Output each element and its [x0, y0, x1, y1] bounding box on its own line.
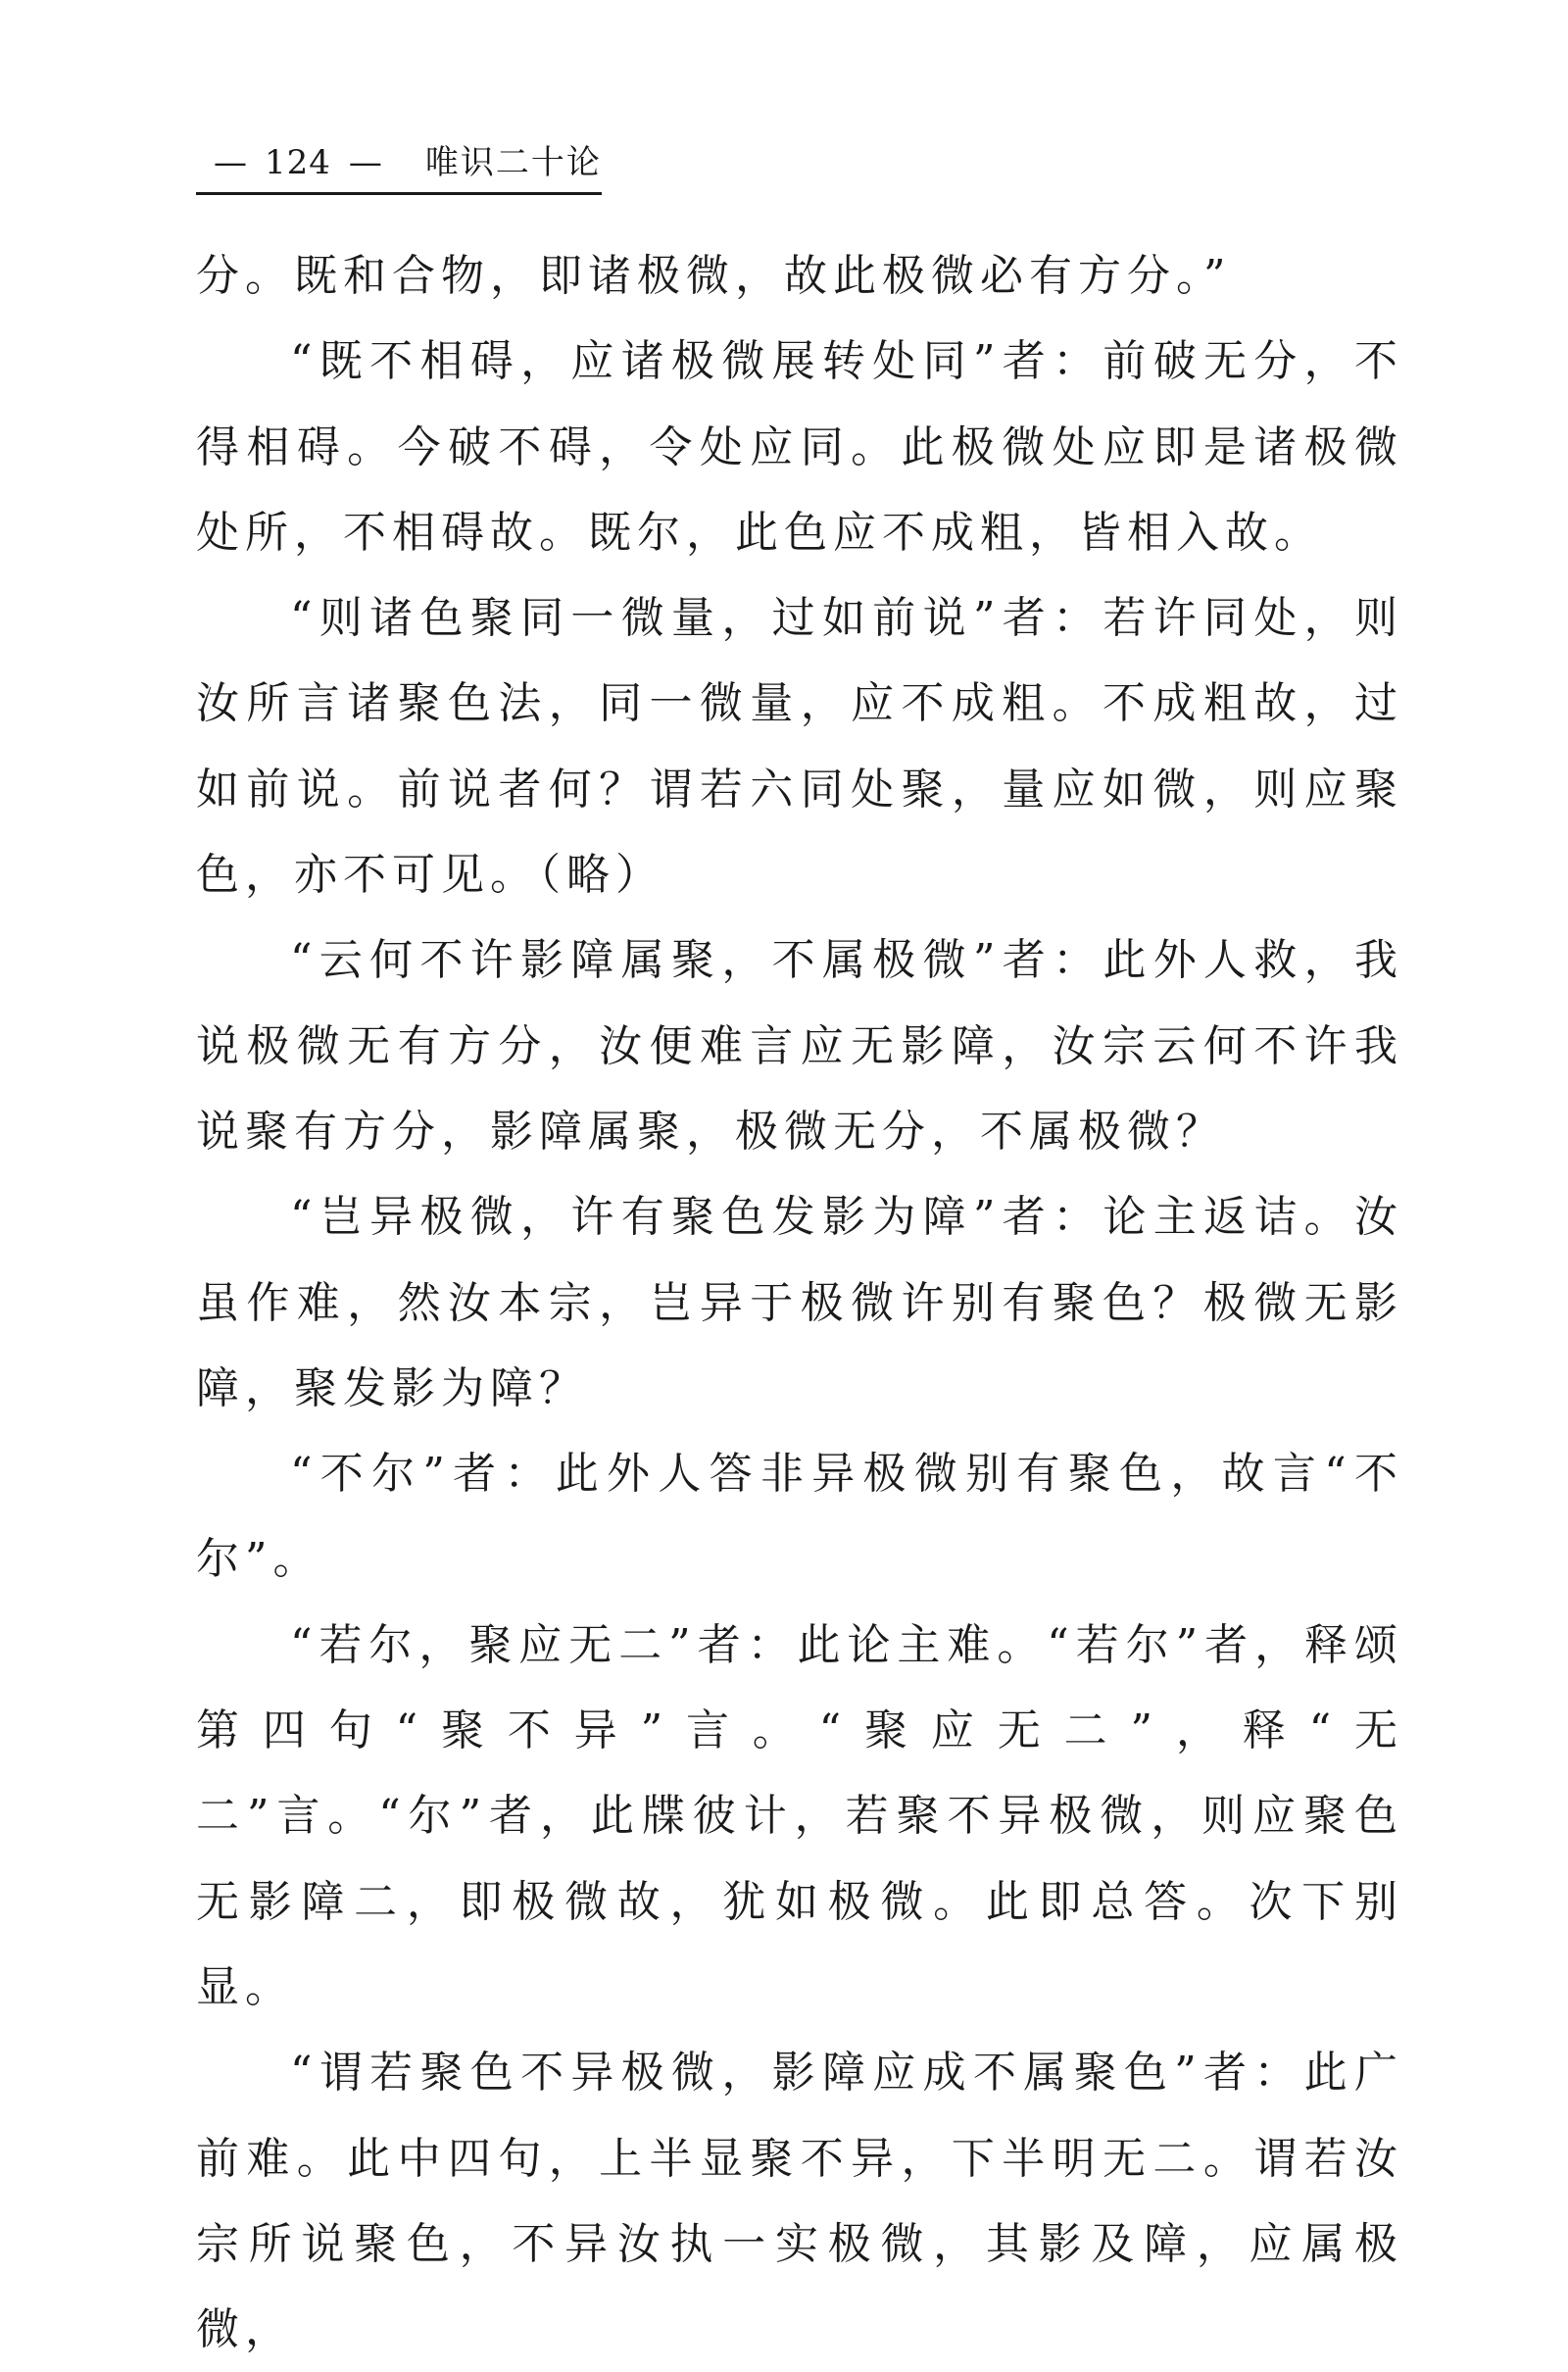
paragraph: “若尔，聚应无二”者：此论主难。“若尔”者，释颂第四句“聚不异”言。“聚应无二”，释“无二”言。“尔”者，此牒彼计，若聚不异极微，则应聚色无影障二，即极微故，犹如极微。此即总答。次下别显。	[196, 1619, 1403, 2012]
paragraph: “岂异极微，许有聚色发影为障”者：论主返诘。汝虽作难，然汝本宗，岂异于极微许别有聚色？极微无影障，聚发影为障？	[196, 1192, 1403, 1413]
paragraph: “不尔”者：此外人答非异极微别有聚色，故言“不尔”。	[196, 1449, 1403, 1585]
book-title: 唯识二十论	[424, 143, 602, 182]
header-dash-left: —	[214, 143, 247, 182]
paragraph: “既不相碍，应诸极微展转处同”者：前破无分，不得相碍。今破不碍，令处应同。此极微处应即是诸极微处所，不相碍故。既尔，此色应不成粗，皆相入故。	[196, 336, 1403, 558]
running-header	[196, 135, 602, 195]
paragraph: 分。既和合物，即诸极微，故此极微必有方分。”	[196, 251, 1232, 301]
body-text	[196, 233, 1403, 2372]
page-number: 124	[265, 143, 331, 182]
paragraph: “则诸色聚同一微量，过如前说”者：若许同处，则汝所言诸聚色法，同一微量，应不成粗。不成粗故，过如前说。前说者何？谓若六同处聚，量应如微，则应聚色，亦不可见。（略）	[196, 593, 1403, 901]
header-dash-right: —	[348, 143, 382, 182]
paragraph: “云何不许影障属聚，不属极微”者：此外人救，我说极微无有方分，汝便难言应无影障，汝宗云何不许我说聚有方分，影障属聚，极微无分，不属极微？	[196, 935, 1403, 1157]
paragraph: “谓若聚色不异极微，影障应成不属聚色”者：此广前难。此中四句，上半显聚不异，下半明无二。谓若汝宗所说聚色，不异汝执一实极微，其影及障，应属极微，	[196, 2048, 1403, 2355]
